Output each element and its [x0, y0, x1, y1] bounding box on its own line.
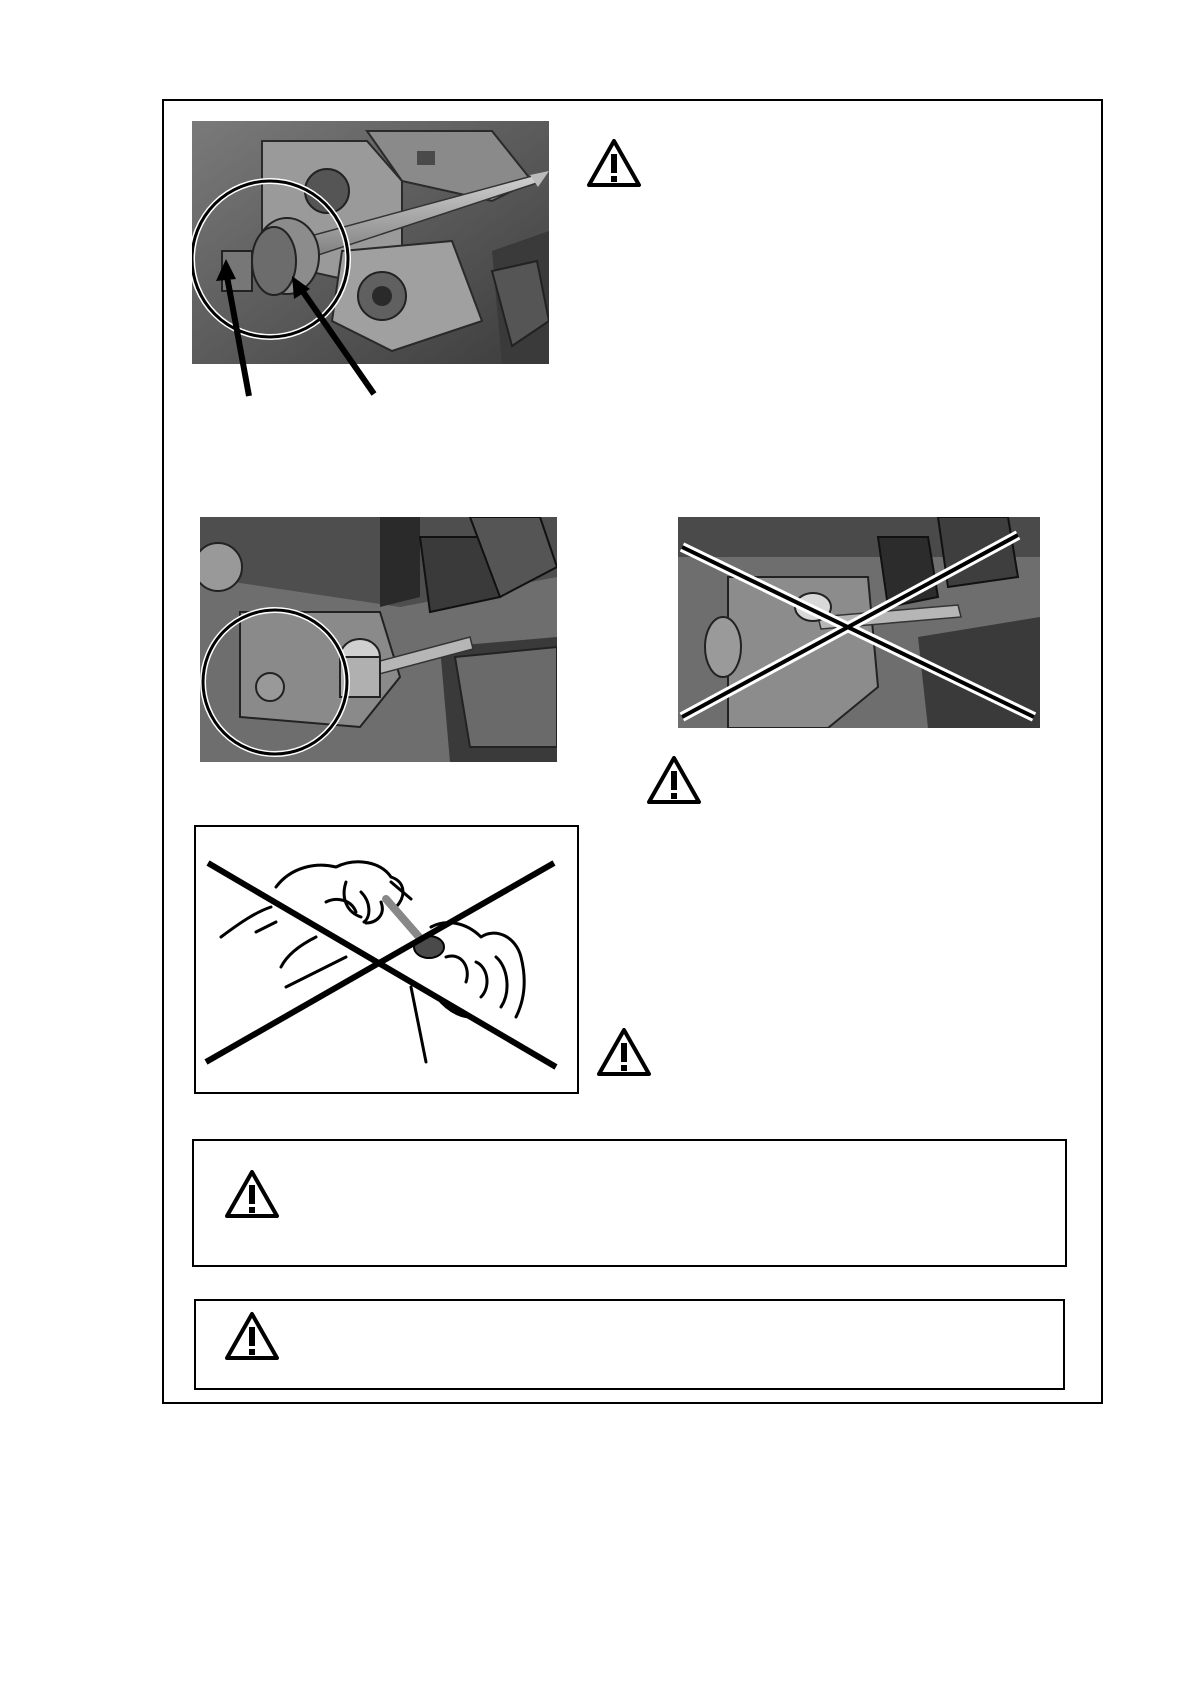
hands-drawing-do-not-touch [194, 825, 579, 1094]
warning-triangle-icon [646, 755, 702, 805]
warning-box-2 [194, 1299, 1065, 1390]
warning-triangle-icon [224, 1311, 280, 1361]
warning-triangle-icon [224, 1169, 280, 1219]
page-frame [162, 99, 1103, 1404]
callout-arrows [204, 251, 404, 401]
warning-box-1 [192, 1139, 1067, 1267]
middle-right-photo-incorrect [678, 517, 1040, 728]
middle-left-photo-correct [200, 517, 557, 762]
warning-triangle-icon [586, 138, 642, 188]
warning-triangle-icon [596, 1027, 652, 1077]
